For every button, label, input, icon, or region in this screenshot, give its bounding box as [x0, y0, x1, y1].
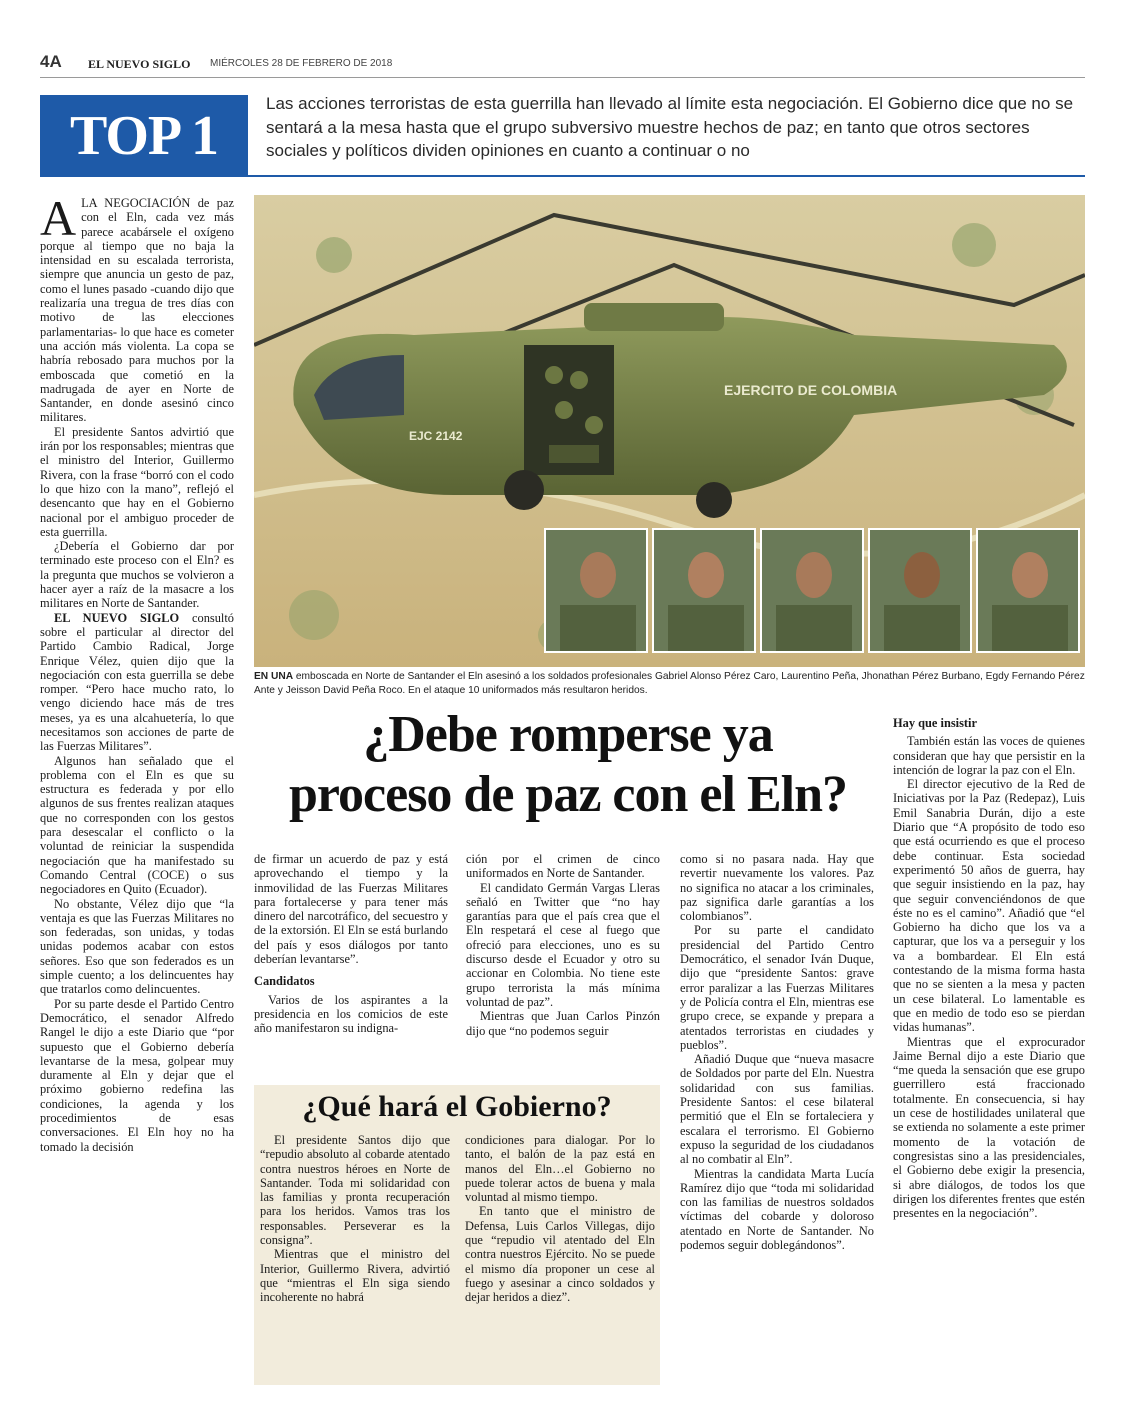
lead-paragraph: ALA NEGOCIACIÓN de paz con el Eln, cada vez más parece acabársele el oxígeno porque al tiempo que no baja la intensidad en su escalada terrorista, siempre que anuncia un gesto de paz, como el lunes pasado -cuando dijo que realizaría una tregua de tres días con motivo de las elecciones parlamentarias- lo que hace es cometer una acción más violenta. La copa se habría rebosado para muchos por la emboscada que cometió en la madrugada de ayer en Norte de Santander, en donde asesinó cinco militares.	[40, 190, 234, 425]
soldier-portrait	[868, 528, 972, 653]
paragraph: En tanto que el ministro de Defensa, Luis Carlos Villegas, dijo que “repudio vil atentado del Eln contra nuestros Ejército. No se puede el mismo día proponer un cese al fuego y asesinar a cinco soldados y dejar heridos a diez”.	[465, 1204, 655, 1305]
section-rule	[248, 175, 1085, 177]
gobierno-column-left	[260, 1133, 450, 1305]
paragraph: Mientras que el ministro del Interior, Guillermo Rivera, advirtió que “mientras el Eln siga siendo incoherente no habrá	[260, 1247, 450, 1305]
paragraph: condiciones para dialogar. Por lo tanto, el balón de la paz está en manos del Eln…el Gobierno no puede tolerar actos de buena y mala voluntad al mismo tiempo.	[465, 1133, 655, 1205]
paper-name: EL NUEVO SIGLO	[88, 57, 191, 71]
page-header	[40, 52, 1085, 78]
section-label: TOP 1	[69, 105, 218, 167]
paragraph: El presidente Santos dijo que “repudio absoluto al cobarde atentado contra nuestros héroes en Norte de Santander. Toda mi solidaridad con las familias y pronta recuperación para los heridos. Vamos tras los responsables. Perseverar es la consigna”.	[260, 1133, 450, 1248]
paragraph: Varios de los aspirantes a la presidencia en los comicios de este año manifestaron su indigna-	[254, 992, 448, 1036]
paragraph: El candidato Germán Vargas Lleras señaló en Twitter que “no hay garantías para que el país crea que el Eln respetará el cese al fuego que ofreció para elecciones, uno es su discurso desde el Ecuador y otro su accionar en Colombia. No tiene este grupo terrorista la más mínima voluntad de paz”.	[466, 880, 660, 1009]
section-label-box	[40, 95, 248, 177]
soldier-portrait	[544, 528, 648, 653]
helicopter-photo	[254, 195, 1085, 667]
issue-date: MIÉRCOLES 28 DE FEBRERO DE 2018	[210, 58, 393, 69]
paragraph: ción por el crimen de cinco uniformados en Norte de Santander.	[466, 852, 660, 881]
soldier-portraits	[544, 528, 1084, 658]
gobierno-column-right	[465, 1133, 655, 1305]
paragraph: El presidente Santos advirtió que irán por los responsables; mientras que el ministro del Interior, Guillermo Rivera, con la frase “borró con el codo lo que hizo con la mano”, reflejó el desencanto que hay en el Gobierno nacional por el ambiguo proceder de esta guerrilla.	[40, 424, 234, 539]
paragraph: Añadió Duque que “nueva masacre de Soldados por parte del Eln. Nuestra solidaridad con sus familias. Presidente Santos: el cese bilateral permitió que el Eln se fortaleciera y escalara el terrorismo. El Gobierno expuso la seguridad de los ciudadanos al no combatir al Eln”.	[680, 1052, 874, 1167]
soldier-portrait	[976, 528, 1080, 653]
helicopter-marking: EJERCITO DE COLOMBIA	[724, 382, 898, 398]
drop-cap: A	[40, 190, 77, 246]
article-column-2	[254, 852, 448, 1036]
main-headline: ¿Debe romperse ya proceso de paz con el Eln?	[288, 706, 848, 823]
gobierno-title: ¿Qué hará el Gobierno?	[302, 1090, 612, 1123]
page-number: 4A	[40, 52, 62, 71]
soldier-portrait	[652, 528, 756, 653]
photo-caption: EN UNA emboscada en Norte de Santander el Eln asesinó a los soldados profesionales Gabriel Alonso Pérez Caro, Laurentino Peña, Jhonathan Pérez Burbano, Egdy Fernando Pérez Ante y Jeisson David Peña Roco. En el ataque 10 uniformados más resultaron heridos.	[254, 671, 1085, 696]
tail-code: EJC 2142	[409, 429, 463, 443]
section-intro: Las acciones terroristas de esta guerrilla han llevado al límite esta negociación. El Gobierno dice que no se sentará a la mesa hasta que el grupo subversivo muestre hechos de paz; en tanto que otros sectores sociales y políticos dividen opiniones en cuanto a continuar o no	[266, 94, 1074, 160]
article-column-3	[466, 852, 660, 1038]
article-column-5	[893, 708, 1085, 1220]
paragraph: Mientras la candidata Marta Lucía Ramírez dijo que “toda mi solidaridad con las familias de nuestros soldados víctimas del cobarde y doloroso atentado en Norte de Santander. No podemos seguir doblegándonos”.	[680, 1166, 874, 1253]
paragraph: Por su parte desde el Partido Centro Democrático, el senador Alfredo Rangel le dijo a este Diario que “por supuesto que el Gobierno debería levantarse de la mesa, golpear muy duramente al Eln y dejar que el próximo gobierno redefina las condiciones, la agenda y los procedimientos de esas conversaciones. El Eln hoy no ha tomado la decisión	[40, 996, 234, 1154]
paragraph: como si no pasara nada. Hay que revertir nuevamente los valores. Paz no significa no atacar a los criminales, paz significa darle garantías a los colombianos”.	[680, 852, 874, 924]
subhead: Candidatos	[254, 974, 315, 989]
paragraph: EL NUEVO SIGLO consultó sobre el particular al director del Partido Cambio Radical, Jorge Enrique Vélez, quien dijo que la negociación con esta guerrilla se debe romper. “Pero hace mucho rato, lo vengo diciendo hace más de tres meses, ya es una alcahuetería, lo que necesitamos son acciones de parte de las Fuerzas Militares”.	[40, 610, 234, 754]
soldier-portrait	[760, 528, 864, 653]
paragraph: También están las voces de quienes consideran que hay que persistir en la intención de lograr la paz con el Eln.	[893, 734, 1085, 777]
paragraph: Mientras que el exprocurador Jaime Bernal dijo a este Diario que “me queda la sensación que ese grupo guerrillero está fraccionado totalmente. En consecuencia, si hay un cese de hostilidades unilateral que se extienda no solamente a este primer momento de la votación de congresistas sino a las presidenciales, el Gobierno debe exigir la presencia, si abre diálogos, de todos los que dirigen los diferentes frentes que estén presentes en la negociación”.	[893, 1034, 1085, 1221]
paragraph: ¿Debería el Gobierno dar por terminado este proceso con el Eln? es la pregunta que muchos se volvieron a hacer ayer a raíz de la masacre a los militares en Norte de Santander.	[40, 539, 234, 611]
paragraph: No obstante, Vélez dijo que “la ventaja es que las Fuerzas Militares no son federadas, son unidas, y todas unidas podemos acabar con estos señores. Eso que son federados es un simple cuento; a los delincuentes hay que tratarlos como delincuentes.	[40, 896, 234, 997]
article-column-1	[40, 190, 234, 1154]
paragraph: Por su parte el candidato presidencial del Partido Centro Democrático, el senador Iván Duque, dijo que “presidente Santos: grave error paralizar a las Fuerzas Militares y de Policía contra el Eln, mientras ese grupo crece, se expande y prepara a atentados terroristas en ciudades y pueblos”.	[680, 923, 874, 1052]
paragraph: Algunos han señalado que el problema con el Eln es que su estructura es federada y por ello algunos de sus frentes realizan ataques que no corresponden con los gestos para desescalar el conflicto o la voluntad de reiniciar la suspendida negociación que ha manifestado su Comando Central (COCE) o sus negociadores en Quito (Ecuador).	[40, 753, 234, 897]
paragraph: Mientras que Juan Carlos Pinzón dijo que “no podemos seguir	[466, 1009, 660, 1038]
paragraph: de firmar un acuerdo de paz y está aprovechando el tiempo y la inmovilidad de las Fuerzas Militares para fortalecerse y para tener más dinero del narcotráfico, del secuestro y de la extorsión. El Eln se está burlando del país y esos diálogos por tanto deberían levantarse”.	[254, 852, 448, 967]
article-column-4	[680, 852, 874, 1252]
subhead: Hay que insistir	[893, 716, 977, 730]
paragraph: El director ejecutivo de la Red de Iniciativas por la Paz (Redepaz), Luis Emil Sanabria Durán, dijo a este Diario que “A propósito de todo eso que está ocurriendo es que el proceso debe continuar. Esta sociedad experimentó 50 años de guerra, hay que seguir insistiendo en la paz, hay que seguir convenciéndonos de que éste no es el camino”. Añadió que “el Gobierno ha dicho que los va a capturar, que los va a perseguir y los va a bombardear. El Eln está contestando de la misma forma hasta que no se sienten a la mesa y pacten un cese bilateral. Lo lamentable es que en medio de todo eso se pierdan vidas humanas”.	[893, 777, 1085, 1035]
